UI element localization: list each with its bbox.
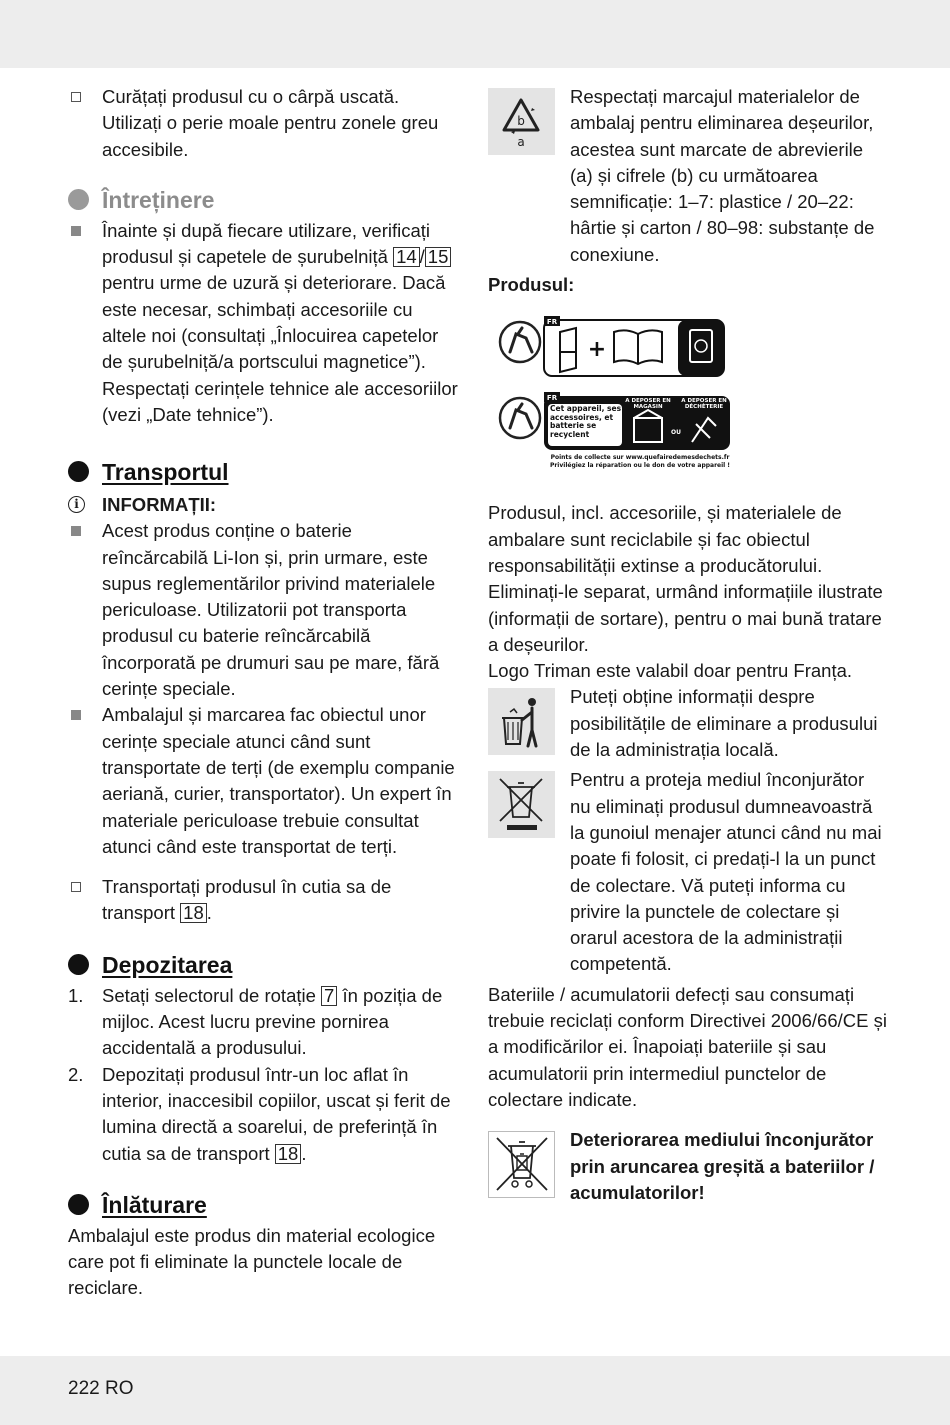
storage-step-2-text: Depozitați produsul într-un loc aflat în interior, inaccesibil copiilor, uscat și ferit de lumina directă a soarelui, de preferință în cutia sa de transport bbox=[102, 1063, 451, 1164]
left-column bbox=[68, 84, 460, 1302]
info-label-text: INFORMAȚII: bbox=[102, 494, 217, 516]
triman-footer-1: Points de collecte sur www.quefairedemesdechets.fr bbox=[550, 454, 730, 462]
ref-box-14: 14 bbox=[393, 247, 420, 267]
crossed-battery-bin-icon bbox=[488, 1131, 555, 1198]
triman-cell-decheterie: À DÉPOSER EN DÉCHÈTERIE bbox=[681, 398, 727, 411]
transport-item-3-end: . bbox=[206, 902, 212, 924]
maintenance-title: Întreținere bbox=[102, 186, 215, 213]
section-heading-maintenance bbox=[68, 184, 460, 216]
info-label bbox=[68, 492, 460, 518]
product-text: Produsul, incl. accesoriile, și materialele de ambalare sunt reciclabile și fac obiectul responsabilității extinse a producătorului. Eliminați-le separat, urmând informațiile ilustrate (informații de sortare), pentru o mai bună tratare a deșeurilor. bbox=[488, 502, 883, 655]
triman-note: Logo Triman este valabil doar pentru Franța. bbox=[488, 660, 853, 682]
ref-box-15: 15 bbox=[425, 247, 452, 267]
black-bullet-dot-icon bbox=[68, 954, 89, 975]
product-label: Produsul: bbox=[488, 274, 575, 296]
section-heading-transport bbox=[68, 456, 460, 488]
battery-warning-text: Deteriorarea mediului înconjurător prin aruncarea greșită a bateriilor / acumulatorilor! bbox=[570, 1129, 875, 1203]
info-icon: i bbox=[68, 496, 85, 513]
square-bullet-icon bbox=[71, 526, 81, 536]
fr-badge: FR bbox=[546, 318, 558, 327]
transport-item-3 bbox=[68, 874, 460, 927]
gray-bullet-dot-icon bbox=[68, 189, 89, 210]
square-bullet-icon bbox=[71, 226, 81, 236]
crossed-bin-icon bbox=[488, 771, 555, 838]
local-disposal-text: Puteți obține informații despre posibilitățile de eliminare a produsului de la administrația locală. bbox=[570, 686, 878, 761]
page-number: 222 RO bbox=[68, 1378, 134, 1399]
transport-item-1-text: Acest produs conține o baterie reîncărcabilă Li-Ion și, prin urmare, este supus reglementărilor privind materialele periculoase. Utilizatorii pot transporta produsul cu baterie reîncărcabilă încorporată pe drumuri sau pe mare, fără cerințe speciale. bbox=[102, 520, 440, 700]
recycle-info-row bbox=[488, 84, 888, 268]
right-column bbox=[488, 84, 888, 1206]
fr-badge: FR bbox=[546, 394, 558, 403]
step-number: 1. bbox=[68, 984, 84, 1006]
page-footer-band bbox=[0, 1356, 950, 1425]
black-bullet-dot-icon bbox=[68, 1194, 89, 1215]
recycling-triangle-icon bbox=[488, 88, 555, 155]
svg-text:+: + bbox=[587, 337, 607, 363]
page-header-band bbox=[0, 0, 950, 68]
storage-step-1-text-a: Setați selectorul de rotație bbox=[102, 984, 316, 1006]
checkbox-bullet-icon bbox=[71, 92, 81, 102]
square-bullet-icon bbox=[71, 710, 81, 720]
recycle-text: Respectați marcajul materialelor de ambalaj pentru eliminarea deșeurilor, acestea sunt marcate de abrevierile (a) și cifrele (b) cu următoarea semnificație: 1–7: plastice / 20–22: hârtie și carton / 80–98: substanțe de conexiune. bbox=[570, 86, 875, 265]
transport-item-2-text: Ambalajul și marcarea fac obiectul unor cerințe speciale atunci când sunt transportate de terți (de exemplu companie aeriană, curier, transportator). Un expert în materiale periculoase trebuie consultat atunci când este transportat de terți. bbox=[102, 704, 455, 857]
weee-row bbox=[488, 767, 888, 977]
checkbox-bullet-icon bbox=[71, 882, 81, 892]
weee-text: Pentru a proteja mediul înconjurător nu eliminați produsul dumneavoastră la gunoiul menajer atunci când nu mai poate fi folosit, ci predați-l la un punct de colectare. Vă puteți informa cu privire la punctele de colectare și orarul acestora de la administrații competentă. bbox=[570, 769, 882, 975]
section-heading-disposal bbox=[68, 1189, 460, 1221]
section-heading-storage bbox=[68, 949, 460, 981]
black-bullet-dot-icon bbox=[68, 461, 89, 482]
storage-step-2 bbox=[68, 1062, 460, 1167]
disposal-title: Înlăturare bbox=[102, 1191, 207, 1218]
transport-item-3-text: Transportați produsul în cutia sa de transport bbox=[102, 876, 392, 924]
ref-box-18: 18 bbox=[180, 903, 207, 923]
local-disposal-row bbox=[488, 684, 888, 763]
clean-item bbox=[68, 84, 460, 163]
storage-step-2-end: . bbox=[301, 1142, 307, 1164]
waste-bin-person-icon bbox=[488, 688, 555, 755]
recycle-code-b: b bbox=[517, 114, 525, 128]
transport-item-1 bbox=[68, 518, 460, 702]
ref-box-7: 7 bbox=[321, 986, 337, 1006]
step-number: 2. bbox=[68, 1063, 84, 1085]
ref-slash: / bbox=[419, 246, 425, 268]
triman-graphic bbox=[496, 312, 746, 472]
transport-title: Transportul bbox=[102, 459, 229, 486]
recycle-code-a: a bbox=[517, 135, 525, 149]
triman-ou: OU bbox=[671, 429, 681, 437]
triman-cell-appareil: Cet appareil, ses accessoires, et batterie se recyclent bbox=[550, 405, 622, 440]
disposal-text: Ambalajul este produs din material ecologice care pot fi eliminate la punctele locale de reciclare. bbox=[68, 1224, 436, 1299]
transport-item-2 bbox=[68, 702, 460, 860]
maintenance-item bbox=[68, 218, 460, 428]
ref-box-18: 18 bbox=[275, 1144, 302, 1164]
battery-text: Bateriile / acumulatorii defecți sau consumați trebuie reciclați conform Directivei 2006/66/CE și a modificărilor ei. Înapoiați bateriile și sau acumulatorii prin intermediul punctelor de colectare indicate. bbox=[488, 983, 887, 1110]
maintenance-text-a: Înainte și după fiecare utilizare, verificați produsul și capetele de șurubelniță bbox=[102, 219, 431, 268]
triman-cell-magasin: À DÉPOSER EN MAGASIN bbox=[625, 398, 671, 411]
storage-step-1-text-b: în poziția de mijloc. Acest lucru previne pornirea accidentală a produsului. bbox=[102, 984, 443, 1059]
triman-logo bbox=[496, 312, 746, 472]
clean-item-text: Curățați produsul cu o cârpă uscată. Utilizați o perie moale pentru zonele greu accesibile. bbox=[102, 86, 439, 160]
maintenance-text-b: pentru urme de uzură și deteriorare. Dacă este necesar, schimbați accesoriile cu altele noi (consultați „Înlocuirea capetelor de șurubelniță/a portscului magnetice”). Respectați cerințele tehnice ale accesoriilor (vezi „Date tehnice”). bbox=[102, 272, 458, 425]
triman-footer-2: Privilégiez la réparation ou le don de votre appareil ! bbox=[549, 462, 731, 470]
storage-title: Depozitarea bbox=[102, 951, 233, 978]
storage-step-1 bbox=[68, 983, 460, 1062]
battery-warning-row bbox=[488, 1127, 888, 1206]
